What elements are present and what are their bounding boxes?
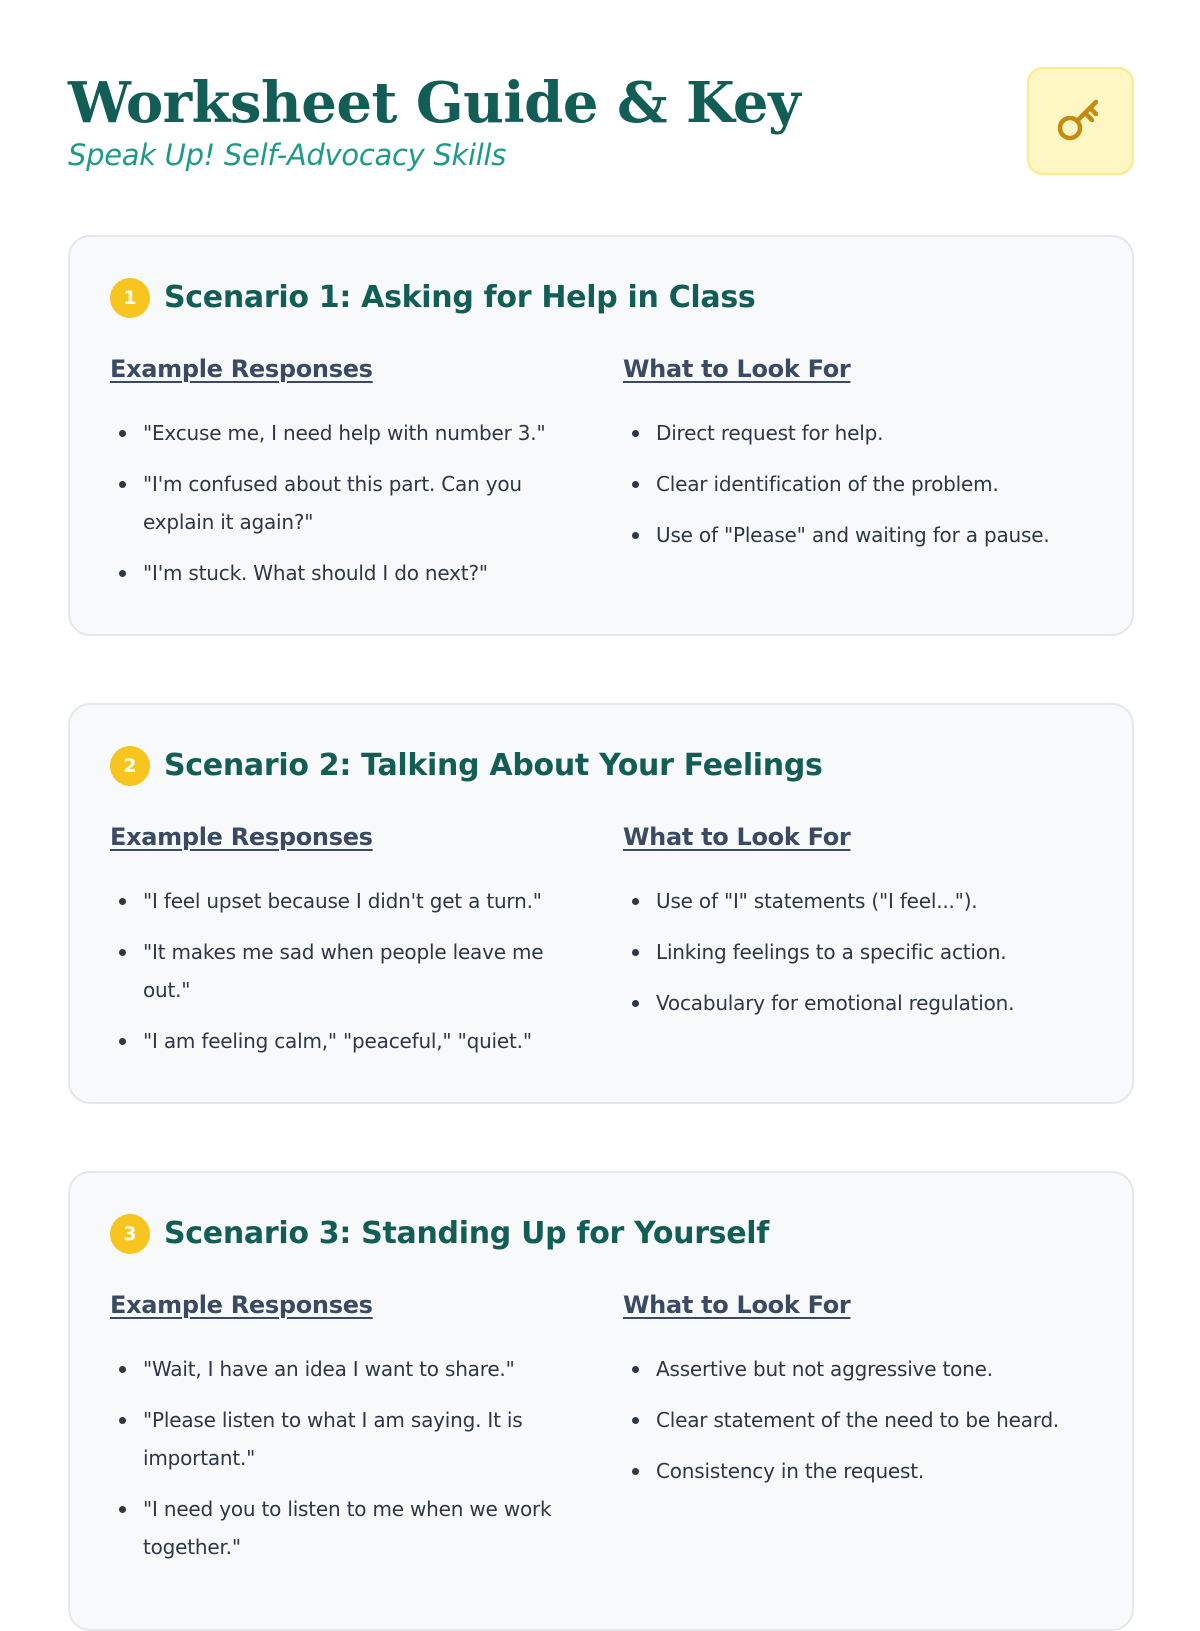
scenario-title: Scenario 3: Standing Up for Yourself xyxy=(164,1216,770,1251)
example-responses-heading: Example Responses xyxy=(110,823,373,851)
look-for-item: Clear identification of the problem. xyxy=(623,465,1103,503)
look-for-list xyxy=(623,414,1103,554)
page-subtitle: Speak Up! Self-Advocacy Skills xyxy=(68,138,507,172)
example-response-item: "Wait, I have an idea I want to share." xyxy=(110,1350,580,1388)
example-response-item: "I am feeling calm," "peaceful," "quiet." xyxy=(110,1022,580,1060)
example-responses-heading: Example Responses xyxy=(110,355,373,383)
example-responses-column xyxy=(110,1290,580,1579)
example-responses-list xyxy=(110,414,580,592)
page-header xyxy=(68,0,1134,235)
scenario-heading xyxy=(110,277,755,319)
scenario-card-1 xyxy=(68,235,1134,636)
scenario-card-2 xyxy=(68,703,1134,1104)
worksheet-page xyxy=(68,0,1134,1559)
scenario-number-badge: 2 xyxy=(110,746,150,786)
look-for-heading: What to Look For xyxy=(623,1291,851,1319)
scenario-heading xyxy=(110,745,823,787)
look-for-heading: What to Look For xyxy=(623,823,851,851)
look-for-column xyxy=(623,354,1103,567)
scenario-number-badge: 3 xyxy=(110,1214,150,1254)
scenario-title: Scenario 2: Talking About Your Feelings xyxy=(164,748,823,783)
page-title: Worksheet Guide & Key xyxy=(68,70,801,136)
look-for-column xyxy=(623,1290,1103,1503)
key-badge xyxy=(1027,67,1134,175)
look-for-item: Use of "I" statements ("I feel..."). xyxy=(623,882,1103,920)
scenario-card-3 xyxy=(68,1171,1134,1631)
look-for-item: Consistency in the request. xyxy=(623,1452,1103,1490)
look-for-item: Linking feelings to a specific action. xyxy=(623,933,1103,971)
example-response-item: "I need you to listen to me when we work together." xyxy=(110,1490,580,1566)
example-responses-column xyxy=(110,822,580,1073)
example-response-item: "Excuse me, I need help with number 3." xyxy=(110,414,580,452)
example-responses-list xyxy=(110,1350,580,1566)
example-response-item: "It makes me sad when people leave me out." xyxy=(110,933,580,1009)
example-response-item: "I'm stuck. What should I do next?" xyxy=(110,554,580,592)
example-response-item: "I feel upset because I didn't get a turn." xyxy=(110,882,580,920)
key-icon xyxy=(1053,93,1109,149)
example-responses-column xyxy=(110,354,580,605)
look-for-item: Use of "Please" and waiting for a pause. xyxy=(623,516,1103,554)
scenario-title: Scenario 1: Asking for Help in Class xyxy=(164,280,756,315)
look-for-item: Direct request for help. xyxy=(623,414,1103,452)
example-response-item: "Please listen to what I am saying. It is important." xyxy=(110,1401,580,1477)
look-for-item: Assertive but not aggressive tone. xyxy=(623,1350,1103,1388)
look-for-list xyxy=(623,1350,1103,1490)
look-for-list xyxy=(623,882,1103,1022)
example-responses-list xyxy=(110,882,580,1060)
look-for-heading: What to Look For xyxy=(623,355,851,383)
example-responses-heading: Example Responses xyxy=(110,1291,373,1319)
look-for-item: Clear statement of the need to be heard. xyxy=(623,1401,1103,1439)
example-response-item: "I'm confused about this part. Can you explain it again?" xyxy=(110,465,580,541)
look-for-item: Vocabulary for emotional regulation. xyxy=(623,984,1103,1022)
scenario-number-badge: 1 xyxy=(110,278,150,318)
look-for-column xyxy=(623,822,1103,1035)
scenario-heading xyxy=(110,1213,769,1255)
